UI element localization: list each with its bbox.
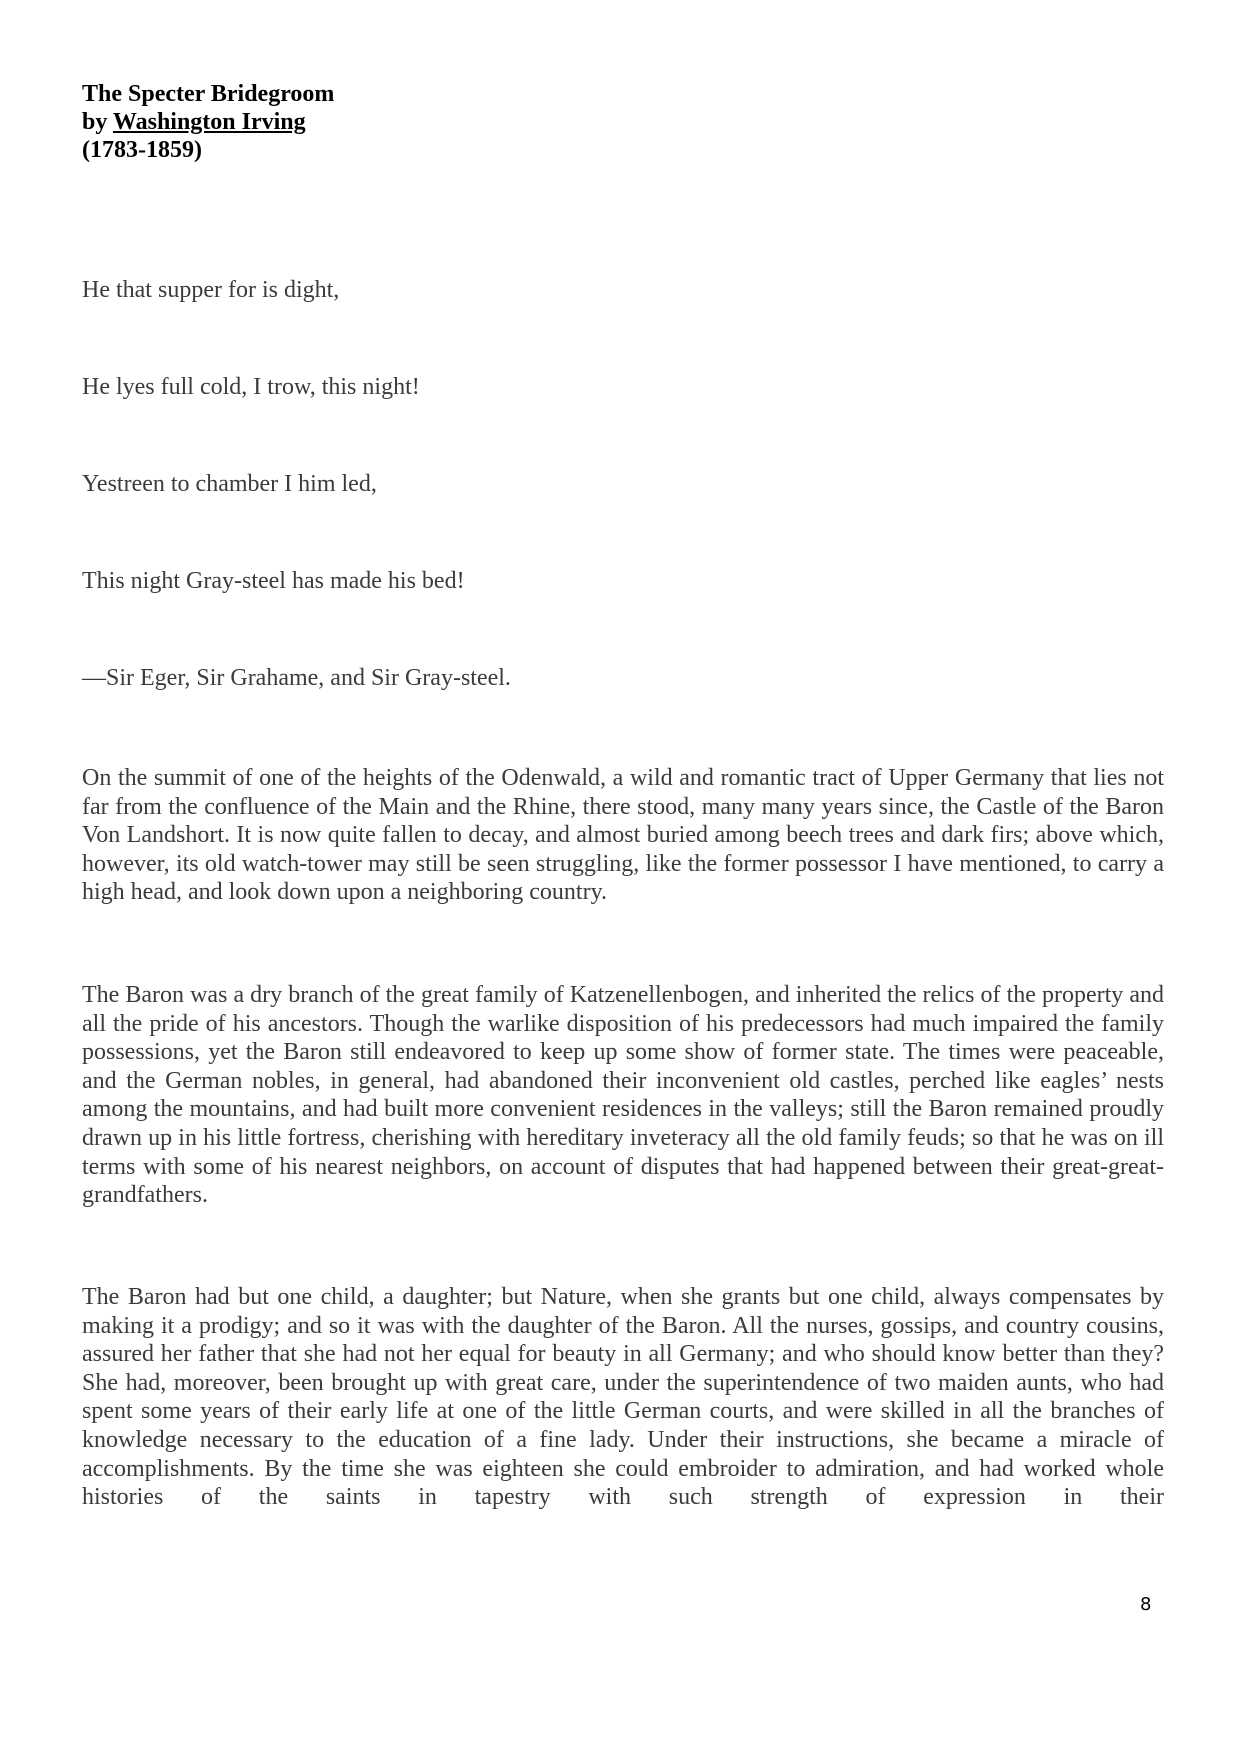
author-link[interactable]: Washington Irving [112, 109, 306, 135]
paragraph-1: On the summit of one of the heights of the Odenwald, a wild and romantic tract of Upper Germany that lies not far from the confluence of the Main and the Rhine, there stood, many many years since, the Castle of the Baron Von Landshort. It is now quite fallen to decay, and almost buried among beech trees and dark firs; above which, however, its old watch-tower may still be seen struggling, like the former possessor I have mentioned, to carry a high head, and look down upon a neighboring country. [82, 765, 1164, 906]
verse-line-3: Yestreen to chamber I him led, [82, 471, 377, 497]
story-title: The Specter Bridegroom [82, 81, 335, 107]
verse-line-1: He that supper for is dight, [82, 277, 340, 303]
paragraph-3: The Baron had but one child, a daughter; but Nature, when she grants but one child, always compensates by making it a prodigy; and so it was with the daughter of the Baron. All the nurses, gossips, and country cousins, assured her father that she had not her equal for beauty in all Germany; and who should know better than they? She had, moreover, been brought up with great care, under the superintendence of two maiden aunts, who had spent some years of their early life at one of the little German courts, and were skilled in all the branches of knowledge necessary to the education of a fine lady. Under their instructions, she became a miracle of accomplishments. By the time she was eighteen she could embroider to admiration, and had worked whole histories of the saints in tapestry with such strength of expression in their [82, 1284, 1164, 1511]
byline-prefix: by [82, 109, 113, 135]
page-number: 8 [1140, 1594, 1152, 1615]
verse-attribution: —Sir Eger, Sir Grahame, and Sir Gray-steel. [82, 665, 511, 691]
byline [82, 108, 334, 136]
author-dates: (1783-1859) [82, 137, 202, 163]
verse-line-2: He lyes full cold, I trow, this night! [82, 374, 420, 400]
paragraph-2: The Baron was a dry branch of the great family of Katzenellenbogen, and inherited the relics of the property and all the pride of his ancestors. Though the warlike disposition of his predecessors had much impaired the family possessions, yet the Baron still endeavored to keep up some show of former state. The times were peaceable, and the German nobles, in general, had abandoned their inconvenient old castles, perched like eagles’ nests among the mountains, and had built more convenient residences in the valleys; still the Baron remained proudly drawn up in his little fortress, cherishing with hereditary inveteracy all the old family feuds; so that he was on ill terms with some of his nearest neighbors, on account of disputes that had happened between their great-great-grandfathers. [82, 982, 1164, 1209]
verse-line-4: This night Gray-steel has made his bed! [82, 568, 465, 594]
title-block [82, 80, 334, 164]
